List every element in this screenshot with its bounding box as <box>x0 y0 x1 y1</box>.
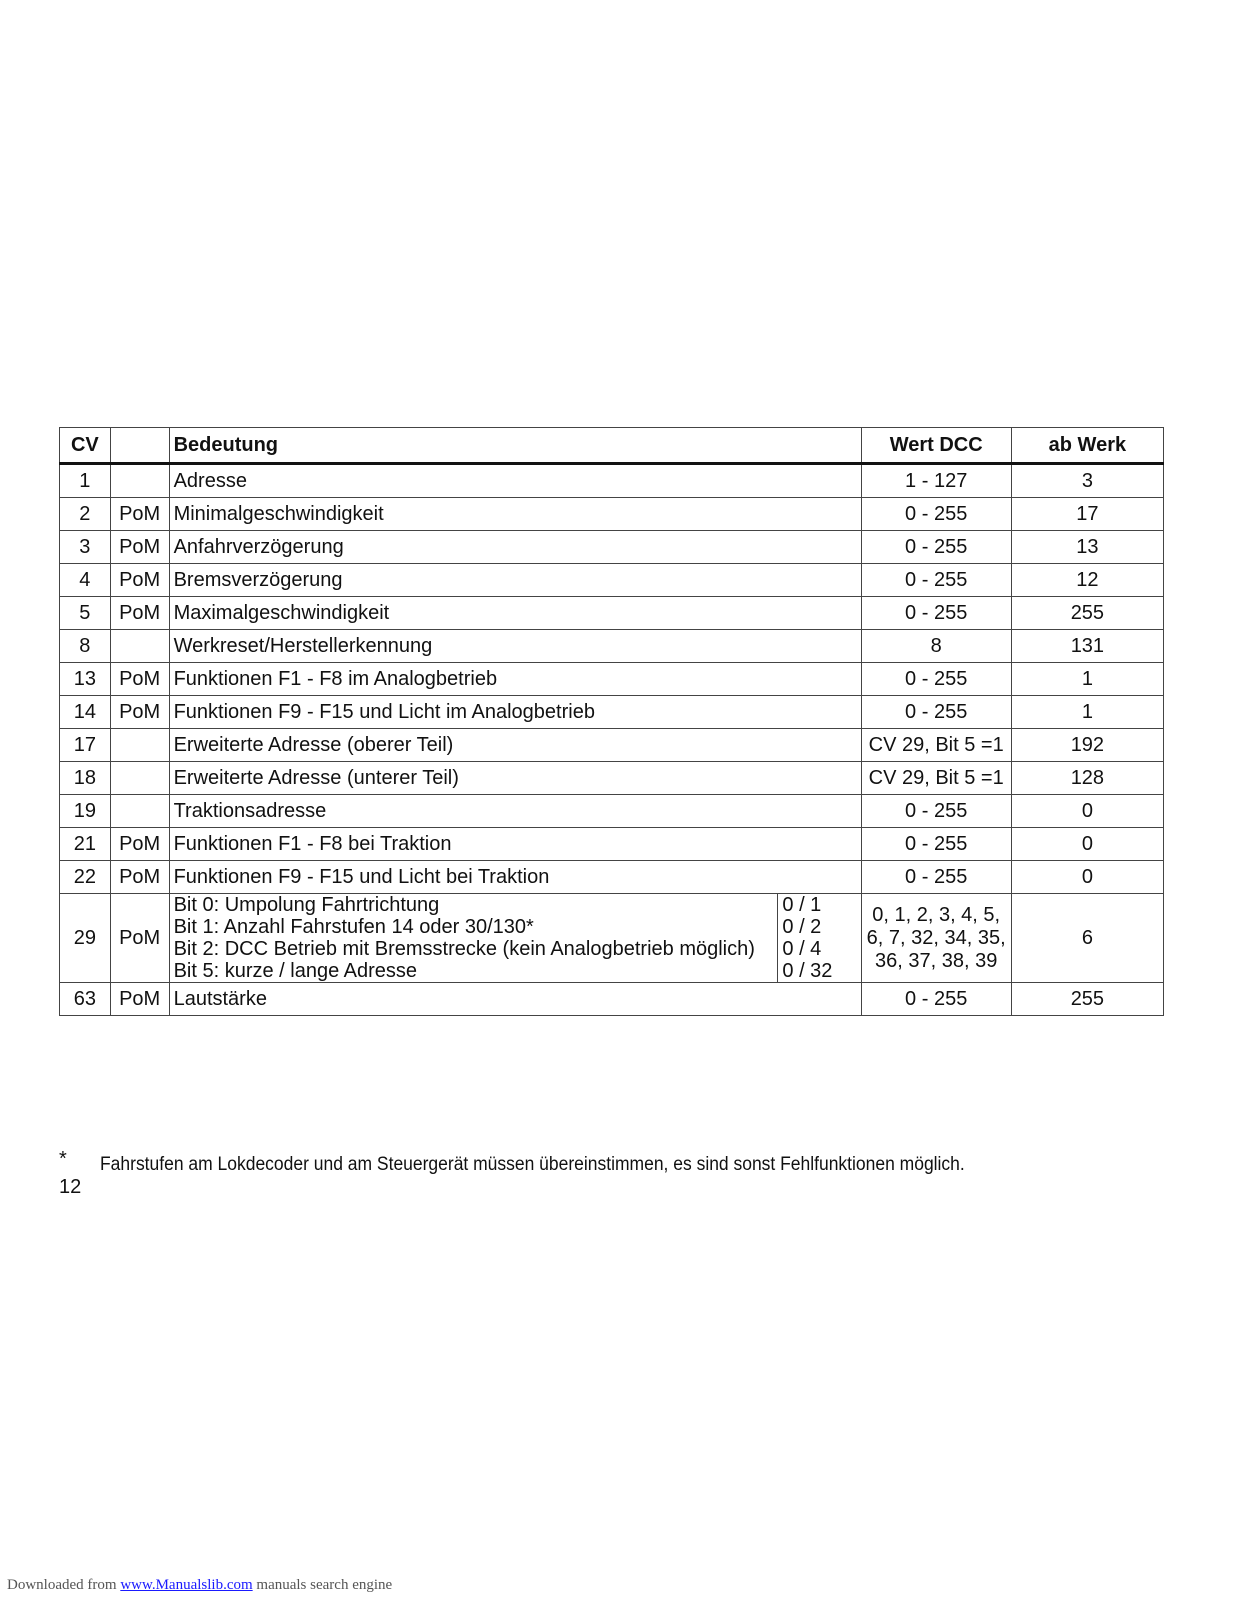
header-meaning: Bedeutung <box>169 428 861 464</box>
meaning: Bremsverzögerung <box>169 564 861 597</box>
meaning: Erweiterte Adresse (unterer Teil) <box>169 762 861 795</box>
default-value: 255 <box>1011 983 1163 1016</box>
meaning: Funktionen F1 - F8 im Analogbetrieb <box>169 663 861 696</box>
value-range: CV 29, Bit 5 =1 <box>861 762 1011 795</box>
table-row <box>60 861 1164 894</box>
value-range: 0 - 255 <box>861 597 1011 630</box>
table-row <box>60 464 1164 498</box>
table-row <box>60 564 1164 597</box>
download-prefix: Downloaded from <box>7 1577 121 1593</box>
cv-number: 1 <box>60 464 111 498</box>
cv-number: 18 <box>60 762 111 795</box>
pom-flag: PoM <box>110 696 169 729</box>
value-range: 8 <box>861 630 1011 663</box>
meaning: Minimalgeschwindigkeit <box>169 498 861 531</box>
default-value: 13 <box>1011 531 1163 564</box>
pom-flag: PoM <box>110 597 169 630</box>
pom-flag: PoM <box>110 564 169 597</box>
pom-flag <box>110 630 169 663</box>
meaning: Maximalgeschwindigkeit <box>169 597 861 630</box>
meaning: Lautstärke <box>169 983 861 1016</box>
default-value: 128 <box>1011 762 1163 795</box>
bit-label: Bit 2: DCC Betrieb mit Bremsstrecke (kein Analogbetrieb möglich) <box>173 938 755 960</box>
table-row <box>60 630 1164 663</box>
meaning: Erweiterte Adresse (oberer Teil) <box>169 729 861 762</box>
table-row <box>60 498 1164 531</box>
pom-flag: PoM <box>110 663 169 696</box>
cv-number: 29 <box>60 894 111 983</box>
table-row <box>60 729 1164 762</box>
value-range: 0 - 255 <box>861 983 1011 1016</box>
meaning: Funktionen F1 - F8 bei Traktion <box>169 828 861 861</box>
download-suffix: manuals search engine <box>252 1577 393 1593</box>
cv-number: 5 <box>60 597 111 630</box>
cv-number: 3 <box>60 531 111 564</box>
cv-number: 19 <box>60 795 111 828</box>
cv-number: 14 <box>60 696 111 729</box>
table-row <box>60 531 1164 564</box>
table-row <box>60 597 1164 630</box>
cv-number: 2 <box>60 498 111 531</box>
table-row <box>60 795 1164 828</box>
pom-flag: PoM <box>110 983 169 1016</box>
footnote-text: Fahrstufen am Lokdecoder und am Steuergerät müssen übereinstimmen, es sind sonst Fehlfunktionen möglich. <box>100 1154 965 1175</box>
default-value: 0 <box>1011 861 1163 894</box>
value-range: 0 - 255 <box>861 531 1011 564</box>
pom-flag <box>110 795 169 828</box>
meaning: Adresse <box>169 464 861 498</box>
default-value: 0 <box>1011 828 1163 861</box>
table-row <box>60 762 1164 795</box>
manualslib-link[interactable]: www.Manualslib.com <box>120 1577 253 1593</box>
bit-value: 0 / 4 <box>782 938 822 960</box>
value-range: 0 - 255 <box>861 795 1011 828</box>
table-row <box>60 828 1164 861</box>
bit-value: 0 / 2 <box>782 916 822 938</box>
bit-value: 0 / 1 <box>782 894 822 916</box>
cv-number: 63 <box>60 983 111 1016</box>
cv-number: 8 <box>60 630 111 663</box>
pom-flag: PoM <box>110 861 169 894</box>
default-value: 3 <box>1011 464 1163 498</box>
pom-flag <box>110 464 169 498</box>
bit-label: Bit 1: Anzahl Fahrstufen 14 oder 30/130* <box>173 916 534 938</box>
cv-number: 13 <box>60 663 111 696</box>
default-value: 0 <box>1011 795 1163 828</box>
value-range: 0 - 255 <box>861 498 1011 531</box>
default-value: 131 <box>1011 630 1163 663</box>
value-range: 0 - 255 <box>861 861 1011 894</box>
bit-descriptions <box>169 894 778 983</box>
meaning: Anfahrverzögerung <box>169 531 861 564</box>
header-value: Wert DCC <box>861 428 1011 464</box>
pom-flag: PoM <box>110 498 169 531</box>
default-value: 12 <box>1011 564 1163 597</box>
value-range: 0 - 255 <box>861 663 1011 696</box>
value-range: 0, 1, 2, 3, 4, 5, 6, 7, 32, 34, 35, 36, 37, 38, 39 <box>861 894 1011 983</box>
pom-flag <box>110 729 169 762</box>
default-value: 1 <box>1011 663 1163 696</box>
default-value: 6 <box>1011 894 1163 983</box>
pom-flag <box>110 762 169 795</box>
header-cv: CV <box>60 428 111 464</box>
cv-number: 4 <box>60 564 111 597</box>
bit-value: 0 / 32 <box>782 960 833 982</box>
cv-number: 22 <box>60 861 111 894</box>
cv-number: 21 <box>60 828 111 861</box>
table-row <box>60 696 1164 729</box>
bit-label: Bit 5: kurze / lange Adresse <box>173 960 418 982</box>
header-default: ab Werk <box>1011 428 1163 464</box>
table-header-row <box>60 428 1164 464</box>
value-range: 0 - 255 <box>861 828 1011 861</box>
default-value: 255 <box>1011 597 1163 630</box>
table-row-cv63 <box>60 983 1164 1016</box>
bit-label: Bit 0: Umpolung Fahrtrichtung <box>173 894 440 916</box>
footnote-marker: * <box>59 1148 67 1170</box>
value-range: 0 - 255 <box>861 696 1011 729</box>
value-range: 1 - 127 <box>861 464 1011 498</box>
meaning: Funktionen F9 - F15 und Licht bei Traktion <box>169 861 861 894</box>
default-value: 1 <box>1011 696 1163 729</box>
meaning: Funktionen F9 - F15 und Licht im Analogbetrieb <box>169 696 861 729</box>
pom-flag: PoM <box>110 894 169 983</box>
value-range: 0 - 255 <box>861 564 1011 597</box>
header-pom <box>110 428 169 464</box>
cv-table <box>59 427 1164 1016</box>
cv-number: 17 <box>60 729 111 762</box>
pom-flag: PoM <box>110 828 169 861</box>
bit-values <box>778 894 861 983</box>
value-range: CV 29, Bit 5 =1 <box>861 729 1011 762</box>
table-row <box>60 663 1164 696</box>
default-value: 192 <box>1011 729 1163 762</box>
table-row-cv29 <box>60 894 1164 983</box>
download-bar <box>7 1577 392 1594</box>
pom-flag: PoM <box>110 531 169 564</box>
default-value: 17 <box>1011 498 1163 531</box>
meaning: Traktionsadresse <box>169 795 861 828</box>
page-number: 12 <box>59 1176 82 1198</box>
meaning: Werkreset/Herstellerkennung <box>169 630 861 663</box>
